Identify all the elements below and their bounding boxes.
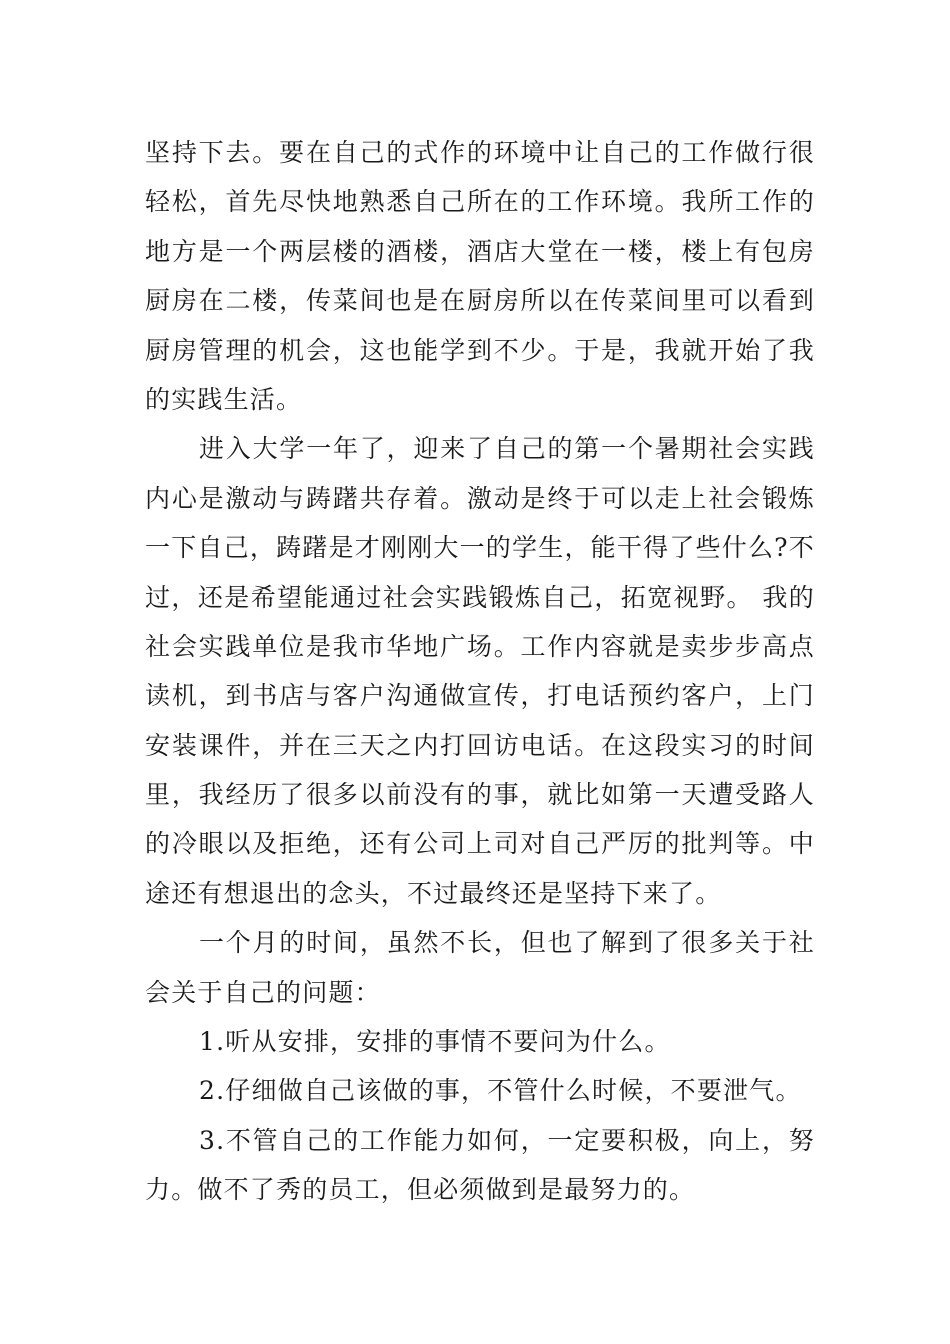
- text-line: 一下自己，踌躇是才刚刚大一的学生，能干得了些什么?不: [145, 533, 815, 563]
- text-line: 2.仔细做自己该做的事，不管什么时候，不要泄气。: [199, 1076, 802, 1106]
- text-line: 进入大学一年了，迎来了自己的第一个暑期社会实践: [199, 434, 815, 464]
- text-line: 会关于自己的问题：: [145, 977, 381, 1007]
- list-item: [145, 1066, 815, 1115]
- text-line: 力。做不了秀的员工，但必须做到是最努力的。: [145, 1175, 696, 1205]
- document-page: [145, 128, 815, 1215]
- list-item: [145, 1017, 815, 1066]
- text-line: 1.听从安排，安排的事情不要问为什么。: [199, 1027, 671, 1057]
- text-line: 过，还是希望能通过社会实践锻炼自己，拓宽视野。 我的: [145, 582, 815, 612]
- text-line: 安装课件，并在三天之内打回访电话。在这段实习的时间: [145, 730, 815, 760]
- paragraph: [145, 128, 815, 424]
- text-line: 内心是激动与踌躇共存着。激动是终于可以走上社会锻炼: [145, 483, 815, 513]
- text-line: 读机，到书店与客户沟通做宣传，打电话预约客户，上门: [145, 681, 815, 711]
- paragraph: [145, 918, 815, 1017]
- text-line: 社会实践单位是我市华地广场。工作内容就是卖步步高点: [145, 631, 815, 661]
- list-item: [145, 1116, 815, 1215]
- paragraph: [145, 424, 815, 918]
- text-line: 厨房在二楼，传菜间也是在厨房所以在传菜间里可以看到: [145, 286, 815, 316]
- text-line: 的实践生活。: [145, 384, 303, 414]
- text-line: 里，我经历了很多以前没有的事，就比如第一天遭受路人: [145, 780, 815, 810]
- text-line: 坚持下去。要在自己的式作的环境中让自己的工作做行很: [145, 138, 815, 167]
- text-line: 途还有想退出的念头，不过最终还是坚持下来了。: [145, 878, 722, 908]
- text-line: 3.不管自己的工作能力如何，一定要积极，向上，努: [199, 1125, 815, 1155]
- text-line: 的冷眼以及拒绝，还有公司上司对自己严厉的批判等。中: [145, 829, 815, 859]
- text-line: 地方是一个两层楼的酒楼，酒店大堂在一楼，楼上有包房: [145, 236, 815, 266]
- text-line: 轻松，首先尽快地熟悉自己所在的工作环境。我所工作的: [145, 187, 815, 217]
- text-line: 厨房管理的机会，这也能学到不少。于是，我就开始了我: [145, 335, 815, 365]
- text-line: 一个月的时间，虽然不长，但也了解到了很多关于社: [199, 928, 815, 958]
